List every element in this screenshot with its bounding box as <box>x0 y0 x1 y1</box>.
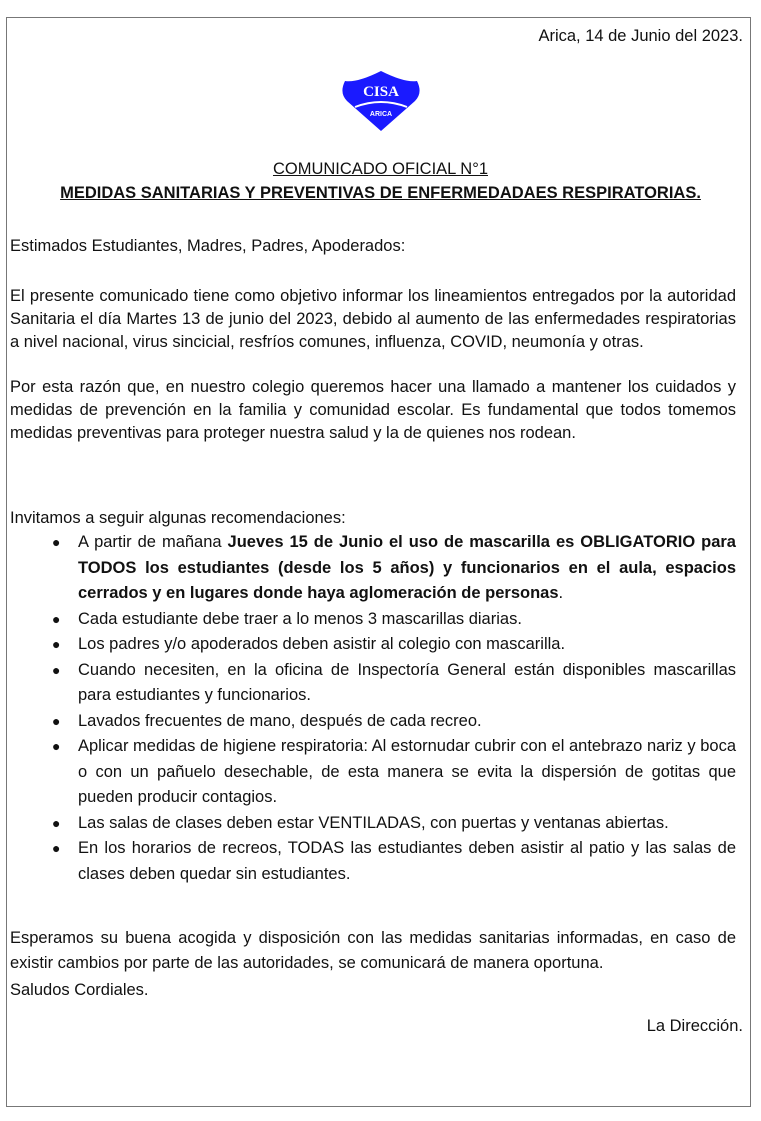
bullet-icon: ● <box>52 840 61 856</box>
greeting: Estimados Estudiantes, Madres, Padres, Apoderados: <box>10 237 406 255</box>
salutation: Saludos Cordiales. <box>10 981 149 999</box>
bullet-icon: ● <box>52 636 61 652</box>
rec-bold: Jueves 15 de Junio el uso de mascarilla es OBLIGATORIO para TODOS los estudiantes (desde los 5 años) y funcionarios en el aula, espacios cerrados y en lugares donde haya aglomeración de personas <box>78 533 736 602</box>
paragraph-objective: El presente comunicado tiene como objetivo informar los lineamientos entregados por la autoridad Sanitaria el día Martes 13 de junio del 2023, debido al aumento de las enfermedades respiratorias a nivel nacional, virus sincicial, resfríos comunes, influenza, COVID, neumonía y otras. <box>10 287 736 351</box>
list-item <box>10 607 736 633</box>
bullet-icon: ● <box>52 661 61 678</box>
bullet-icon: ● <box>52 610 61 627</box>
logo-subtext: ARICA <box>369 111 393 118</box>
rec-text: Cada estudiante debe traer a lo menos 3 mascarillas diarias. <box>78 609 522 628</box>
cisa-logo <box>337 69 425 131</box>
list-item <box>10 836 736 887</box>
rec-text: Los padres y/o apoderados deben asistir al colegio con mascarilla. <box>78 635 566 653</box>
rec-text: Aplicar medidas de higiene respiratoria: Al estornudar cubrir con el antebrazo nariz y boca o con un pañuelo desechable, de esta manera se evita la dispersión de gotitas que pueden producir contagios. <box>78 737 736 806</box>
recommendations-list <box>10 530 736 887</box>
title-medidas: MEDIDAS SANITARIAS Y PREVENTIVAS DE ENFERMEDADAES RESPIRATORIAS. <box>60 184 701 202</box>
list-item <box>10 811 736 837</box>
bullet-icon: ● <box>52 814 61 831</box>
title-comunicado: COMUNICADO OFICIAL N°1 <box>272 160 488 178</box>
rec-text: Las salas de clases deben estar VENTILADAS, con puertas y ventanas abiertas. <box>78 813 669 832</box>
bullet-icon: ● <box>52 534 61 550</box>
list-item <box>10 530 736 607</box>
bullet-icon: ● <box>52 738 61 754</box>
invitation: Invitamos a seguir algunas recomendaciones: <box>10 509 346 527</box>
list-item <box>10 632 736 658</box>
rec-prefix: A partir de mañana <box>78 533 228 551</box>
rec-text: Cuando necesiten, en la oficina de Inspectoría General están disponibles mascarillas para estudiantes y funcionarios. <box>78 660 736 704</box>
bullet-icon: ● <box>52 712 61 729</box>
signature: La Dirección. <box>646 1017 743 1035</box>
paragraph-reason: Por esta razón que, en nuestro colegio queremos hacer una llamado a mantener los cuidados y medidas de prevención en la familia y comunidad escolar. Es fundamental que todos tomemos medidas preventivas para proteger nuestra salud y la de quienes nos rodean. <box>10 378 736 442</box>
rec-text: Lavados frecuentes de mano, después de cada recreo. <box>78 711 482 730</box>
list-item <box>10 709 736 735</box>
document-date: Arica, 14 de Junio del 2023. <box>538 27 743 45</box>
logo-text: CISA <box>363 84 399 100</box>
list-item <box>10 658 736 709</box>
rec-text: En los horarios de recreos, TODAS las estudiantes deben asistir al patio y las salas de clases deben quedar sin estudiantes. <box>78 839 736 883</box>
rec-suffix: . <box>558 584 564 602</box>
list-item <box>10 734 736 811</box>
closing-paragraph: Esperamos su buena acogida y disposición con las medidas sanitarias informadas, en caso de existir cambios por parte de las autoridades, se comunicará de manera oportuna. <box>10 929 736 972</box>
